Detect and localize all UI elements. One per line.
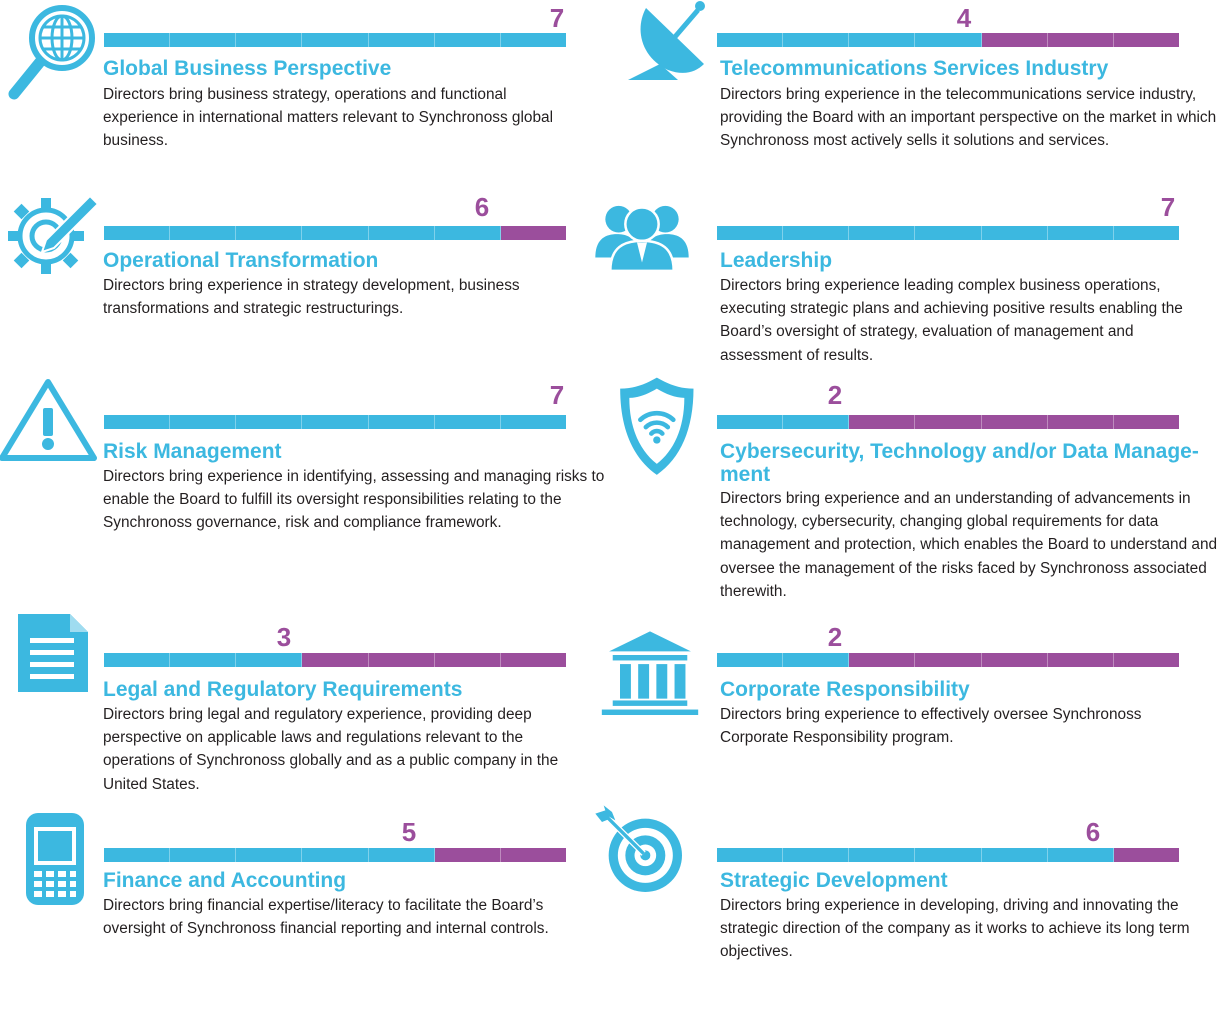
bar-segment-filled xyxy=(302,848,368,862)
bar-segment-filled xyxy=(302,33,368,47)
bar-segment-filled xyxy=(783,415,849,429)
skill-bar xyxy=(104,415,566,429)
skill-description: Directors bring experience leading complex business operations, executing strategic plans and achieving positive results enabling the Board’s oversight of strategy, evaluation of management and assessment of results. xyxy=(720,277,1183,364)
satellite-dish-icon xyxy=(624,0,724,110)
bar-segment-filled xyxy=(435,226,501,240)
bar-segment-filled xyxy=(1048,226,1114,240)
skill-count: 7 xyxy=(1160,192,1176,222)
bar-segment-filled xyxy=(104,415,170,429)
skill-strategic-development xyxy=(616,805,1232,1005)
skill-title: Cybersecurity, Technology and/or Data Manage- ment xyxy=(720,440,1199,486)
skill-leadership xyxy=(616,190,1232,390)
skill-bar xyxy=(717,653,1179,667)
bar-segment-remaining xyxy=(1048,415,1114,429)
bar-segment-filled xyxy=(717,848,783,862)
skill-title: Telecommunications Services Industry xyxy=(720,57,1109,80)
skill-description: Directors bring business strategy, operations and functional experience in international matters relevant to Synchronoss global business. xyxy=(103,86,554,150)
bar-segment-filled xyxy=(717,653,783,667)
skill-title: Strategic Development xyxy=(720,869,948,892)
skill-legal-regulatory xyxy=(0,610,616,810)
bar-segment-filled xyxy=(369,415,435,429)
bar-segment-filled xyxy=(369,33,435,47)
bar-segment-remaining xyxy=(982,33,1048,47)
bar-segment-filled xyxy=(783,33,849,47)
bar-segment-filled xyxy=(501,415,566,429)
globe-magnifier-icon xyxy=(4,2,104,112)
skill-telecommunications xyxy=(616,0,1232,200)
skill-count: 2 xyxy=(827,380,843,410)
bar-segment-filled xyxy=(236,33,302,47)
bar-segment-filled xyxy=(236,653,302,667)
bar-segment-filled xyxy=(915,226,981,240)
bar-segment-filled xyxy=(302,415,368,429)
skill-title: Global Business Perspective xyxy=(103,57,392,80)
gear-pencil-icon xyxy=(2,190,102,300)
bar-segment-remaining xyxy=(1048,653,1114,667)
bar-segment-filled xyxy=(435,415,501,429)
bar-segment-filled xyxy=(1114,226,1179,240)
document-icon xyxy=(14,610,114,720)
bar-segment-filled xyxy=(369,848,435,862)
bar-segment-filled xyxy=(170,653,236,667)
skill-corporate-responsibility xyxy=(616,610,1232,810)
bar-segment-remaining xyxy=(369,653,435,667)
skill-operational-transformation xyxy=(0,190,616,390)
bar-segment-filled xyxy=(170,415,236,429)
bar-segment-remaining xyxy=(915,653,981,667)
skill-title: Corporate Responsibility xyxy=(720,678,970,701)
target-arrow-icon xyxy=(592,797,692,907)
bar-segment-filled xyxy=(104,33,170,47)
skill-title: Leadership xyxy=(720,249,833,272)
bar-segment-filled xyxy=(717,226,783,240)
bar-segment-filled xyxy=(783,653,849,667)
bar-segment-filled xyxy=(1048,848,1114,862)
bar-segment-filled xyxy=(717,415,783,429)
skill-description: Directors bring experience to effectively oversee Synchronoss Corporate Responsibility program. xyxy=(720,706,1142,747)
bar-segment-filled xyxy=(104,226,170,240)
skill-global-business xyxy=(0,0,616,200)
skill-description: Directors bring experience in strategy development, business transformations and strategic restructurings. xyxy=(103,277,520,318)
bar-segment-filled xyxy=(302,226,368,240)
bar-segment-remaining xyxy=(1114,33,1179,47)
bar-segment-filled xyxy=(170,848,236,862)
bar-segment-filled xyxy=(170,33,236,47)
bar-segment-remaining xyxy=(915,415,981,429)
skill-title: Finance and Accounting xyxy=(103,869,347,892)
bar-segment-filled xyxy=(236,415,302,429)
skill-count: 7 xyxy=(549,3,565,33)
skill-description: Directors bring experience in developing, driving and innovating the strategic direction of the company as it works to achieve its long term objectives. xyxy=(720,897,1190,961)
bar-segment-remaining xyxy=(302,653,368,667)
skill-description: Directors bring experience and an understanding of advancements in technology, cybersecurity, changing global requirements for data management and protection, which enables the Board to understand and oversee the management of the risks faced by Synchronoss associated therewith. xyxy=(720,490,1218,600)
skill-bar xyxy=(717,226,1179,240)
bar-segment-filled xyxy=(717,33,783,47)
skill-count: 6 xyxy=(474,192,490,222)
shield-wifi-icon xyxy=(616,374,716,484)
bar-segment-remaining xyxy=(982,415,1048,429)
skill-cybersecurity xyxy=(616,374,1232,600)
bar-segment-filled xyxy=(435,33,501,47)
skill-bar xyxy=(104,226,566,240)
skill-count: 4 xyxy=(956,3,972,33)
bar-segment-filled xyxy=(982,226,1048,240)
bar-segment-filled xyxy=(849,848,915,862)
bar-segment-filled xyxy=(849,33,915,47)
skill-title: Risk Management xyxy=(103,440,282,463)
skill-bar xyxy=(104,653,566,667)
skill-title: Legal and Regulatory Requirements xyxy=(103,678,463,701)
bar-segment-remaining xyxy=(1114,415,1179,429)
skill-risk-management xyxy=(0,378,616,578)
people-group-icon xyxy=(592,190,692,300)
skill-description: Directors bring financial expertise/literacy to facilitate the Board’s oversight of Synchronoss financial reporting and internal controls. xyxy=(103,897,549,938)
bar-segment-filled xyxy=(236,226,302,240)
bar-segment-filled xyxy=(501,33,566,47)
skill-description: Directors bring experience in identifying, assessing and managing risks to enable the Board to fulfill its oversight responsibilities relating to the Synchronoss governance, risk and compliance framework. xyxy=(103,468,605,532)
skill-count: 2 xyxy=(827,622,843,652)
skill-description: Directors bring experience in the telecommunications service industry, providing the Board with an important perspective on the market in which Synchronoss most actively sells it solutions and services. xyxy=(720,86,1217,150)
bar-segment-filled xyxy=(982,848,1048,862)
bar-segment-remaining xyxy=(849,653,915,667)
bar-segment-remaining xyxy=(1114,653,1179,667)
skill-count: 5 xyxy=(401,817,417,847)
bar-segment-remaining xyxy=(982,653,1048,667)
skill-bar xyxy=(717,33,1179,47)
bar-segment-remaining xyxy=(435,848,501,862)
skill-finance-accounting xyxy=(0,805,616,1005)
warning-triangle-icon xyxy=(0,378,100,488)
skill-title: Operational Transformation xyxy=(103,249,379,272)
skill-description: Directors bring legal and regulatory experience, providing deep perspective on applicable laws and regulations relevant to the operations of Synchronoss globally and as a public company in the United States. xyxy=(103,706,559,793)
bar-segment-remaining xyxy=(849,415,915,429)
bar-segment-filled xyxy=(104,653,170,667)
bar-segment-filled xyxy=(369,226,435,240)
bar-segment-remaining xyxy=(435,653,501,667)
bar-segment-remaining xyxy=(501,848,566,862)
skill-bar xyxy=(104,848,566,862)
bar-segment-filled xyxy=(849,226,915,240)
skill-count: 6 xyxy=(1085,817,1101,847)
institution-building-icon xyxy=(600,620,700,730)
bar-segment-filled xyxy=(783,226,849,240)
bar-segment-filled xyxy=(104,848,170,862)
bar-segment-remaining xyxy=(1048,33,1114,47)
skill-bar xyxy=(104,33,566,47)
bar-segment-filled xyxy=(783,848,849,862)
skill-bar xyxy=(717,415,1179,429)
bar-segment-filled xyxy=(915,848,981,862)
bar-segment-filled xyxy=(170,226,236,240)
bar-segment-remaining xyxy=(1114,848,1179,862)
bar-segment-filled xyxy=(236,848,302,862)
bar-segment-remaining xyxy=(501,653,566,667)
skill-bar xyxy=(717,848,1179,862)
skill-count: 3 xyxy=(276,622,292,652)
bar-segment-remaining xyxy=(501,226,566,240)
bar-segment-filled xyxy=(915,33,981,47)
skill-count: 7 xyxy=(549,380,565,410)
